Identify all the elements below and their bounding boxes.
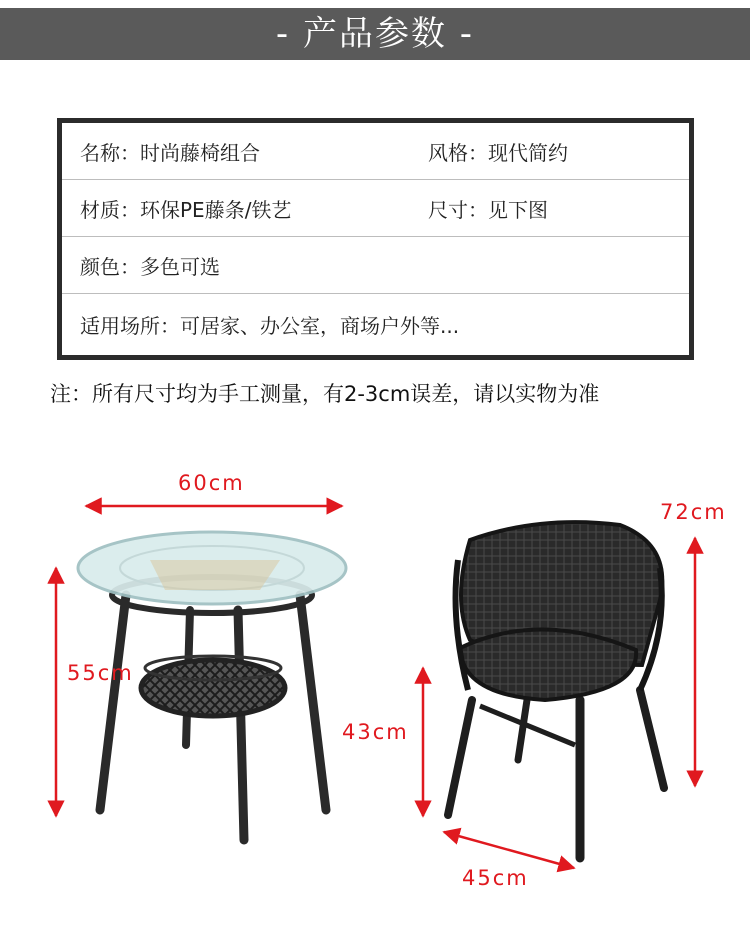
table-width-label: 60cm — [178, 471, 245, 495]
seat-height-label: 43cm — [342, 720, 409, 744]
spec-style: 风格：现代简约 — [428, 140, 568, 165]
table-height-label: 55cm — [67, 661, 134, 685]
spec-size: 尺寸：见下图 — [428, 197, 548, 222]
glass-table — [78, 532, 346, 840]
spec-name: 名称：时尚藤椅组合 — [80, 140, 260, 165]
spec-material: 材质：环保PE藤条/铁艺 — [80, 197, 292, 222]
measurement-note: 注：所有尺寸均为手工测量，有2-3cm误差，请以实物为准 — [50, 382, 600, 406]
chair-height-label: 72cm — [660, 500, 727, 524]
wicker-chair — [448, 522, 664, 858]
spec-usage: 适用场所：可居家、办公室，商场户外等... — [80, 313, 460, 338]
depth-arrow — [444, 832, 574, 868]
spec-color: 颜色：多色可选 — [80, 254, 220, 279]
chair-depth-label: 45cm — [462, 866, 529, 890]
page-header: - 产品参数 - — [0, 8, 750, 60]
